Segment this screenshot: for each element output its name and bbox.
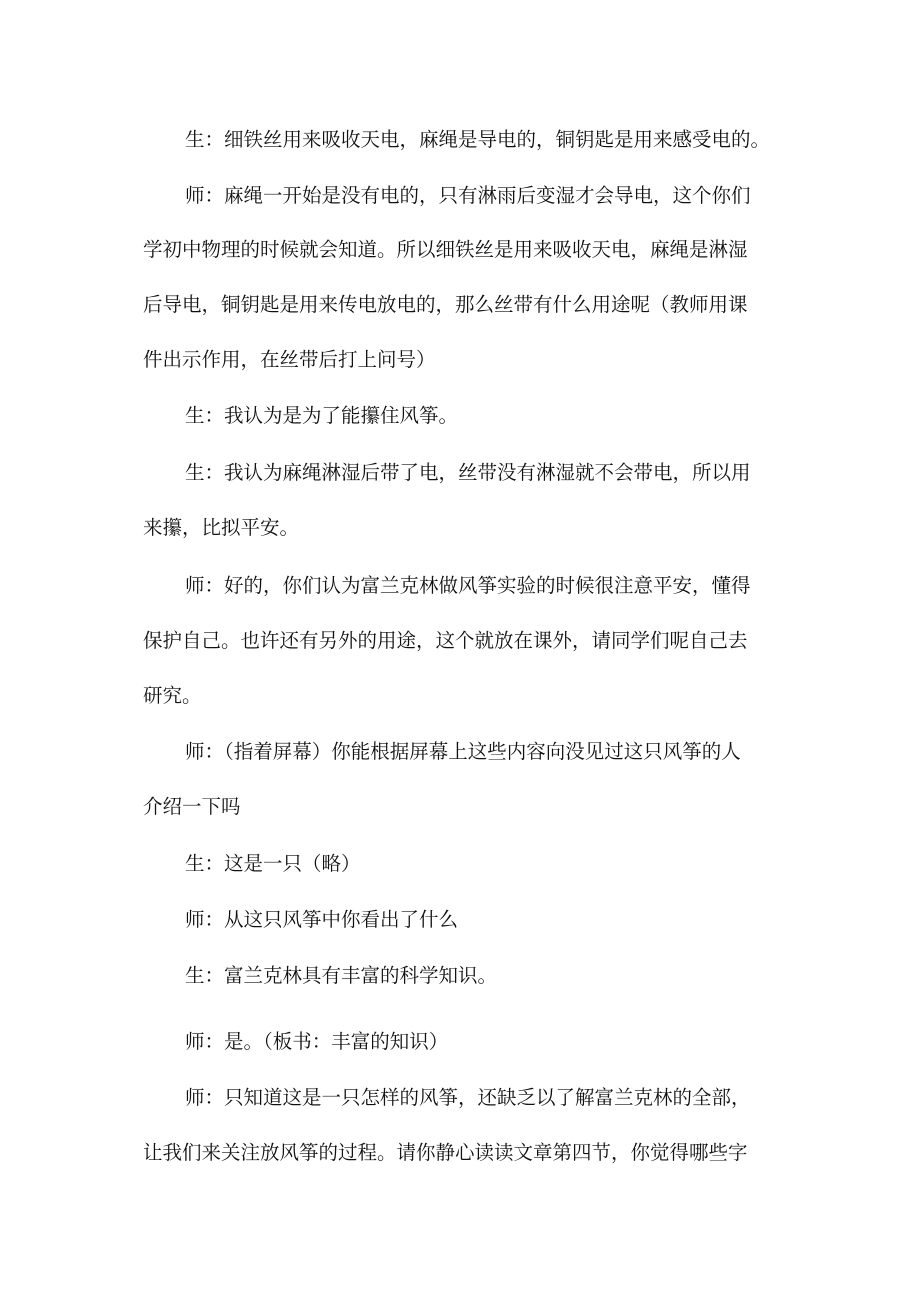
text-line: 师：麻绳一开始是没有电的，只有淋雨后变湿才会导电，这个你们 [185, 184, 751, 207]
text-line: 让我们来关注放风筝的过程。请你静心读读文章第四节，你觉得哪些字 [143, 1141, 748, 1164]
text-line: 生：细铁丝用来吸收天电，麻绳是导电的，铜钥匙是用来感受电的。 [185, 128, 771, 151]
text-line: 保护自己。也许还有另外的用途，这个就放在课外，请同学们呢自己去 [143, 629, 748, 652]
text-line: 师：从这只风筝中你看出了什么 [185, 908, 459, 931]
text-line: 研究。 [143, 684, 202, 707]
text-line: 师：只知道这是一只怎样的风筝，还缺乏以了解富兰克林的全部， [185, 1086, 751, 1109]
text-line: 介绍一下吗 [143, 795, 241, 818]
text-line: 生：我认为是为了能攥住风筝。 [185, 404, 459, 427]
text-line: 师：是。（板书：丰富的知识） [185, 1030, 449, 1053]
text-line: 学初中物理的时候就会知道。所以细铁丝是用来吸收天电，麻绳是淋湿 [143, 238, 748, 261]
text-line: 生：这是一只（略） [185, 852, 361, 875]
text-line: 师：（指着屏幕）你能根据屏幕上这些内容向没见过这只风筝的人 [185, 740, 741, 763]
text-line: 生：我认为麻绳淋湿后带了电，丝带没有淋湿就不会带电，所以用 [185, 461, 751, 484]
text-line: 后导电，铜钥匙是用来传电放电的，那么丝带有什么用途呢（教师用课 [143, 293, 748, 316]
text-line: 来攥，比拟平安。 [143, 516, 300, 539]
text-line: 师：好的，你们认为富兰克林做风筝实验的时候很注意平安，懂得 [185, 574, 751, 597]
text-line: 件出示作用，在丝带后打上问号） [143, 348, 436, 371]
text-line: 生：富兰克林具有丰富的科学知识。 [185, 964, 498, 987]
